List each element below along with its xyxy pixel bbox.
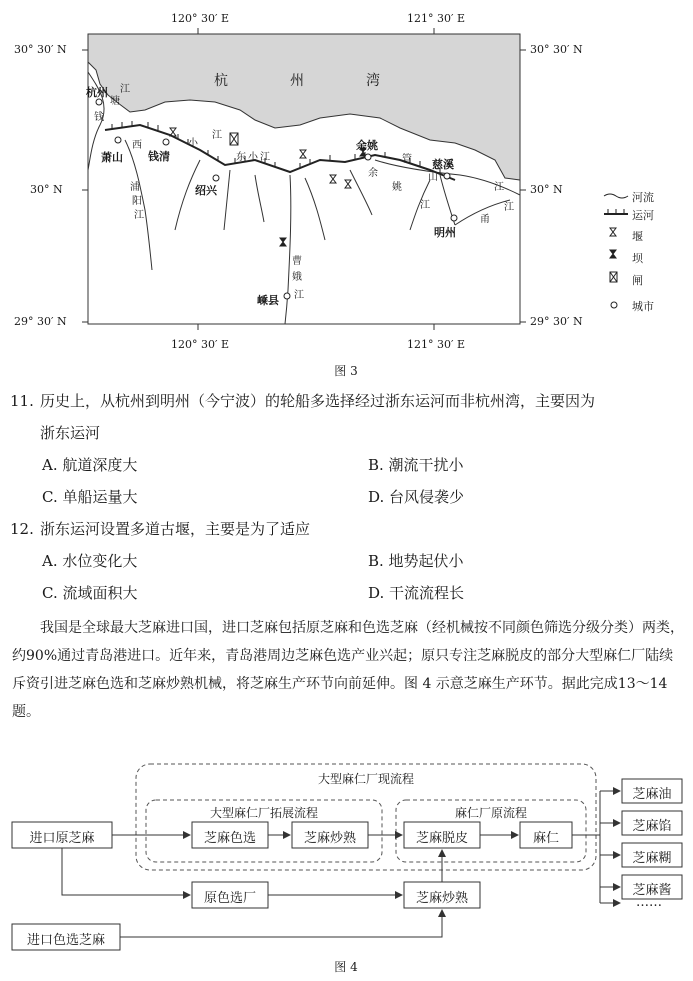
lon-label-bottom-1: 120° 30′ E <box>170 338 229 351</box>
label-roast2: 芝麻炒熟 <box>415 891 468 906</box>
q11-option-d[interactable]: D. 台风侵袭少 <box>368 488 465 506</box>
legend-sluice: 闸 <box>632 274 643 287</box>
river-caoe-1: 娥 <box>292 272 302 283</box>
lat-label-right-2: 30° N <box>530 183 563 196</box>
river-guanshan-0: 管 <box>402 154 412 165</box>
river-qiantang-0: 钱 <box>94 112 104 123</box>
city-shengxian: 嵊县 <box>257 294 279 307</box>
city-qianqing: 钱清 <box>148 150 170 163</box>
label-kernel: 麻仁 <box>532 831 559 846</box>
city-shaoxing: 绍兴 <box>195 184 217 197</box>
river-puyang-2: 江 <box>134 210 144 221</box>
expand-flow-title: 大型麻仁厂拓展流程 <box>209 806 318 820</box>
sea-name-3: 湾 <box>366 73 380 89</box>
label-color-select: 芝麻色选 <box>203 831 256 846</box>
q12-option-d[interactable]: D. 干流流程长 <box>368 584 465 602</box>
city-yuyao: 余姚 <box>356 139 378 152</box>
q12-option-a[interactable]: A. 水位变化大 <box>42 552 138 570</box>
lat-label-left-1: 30° 30′ N <box>14 43 67 56</box>
lat-label-left-3: 29° 30′ N <box>14 315 67 328</box>
label-product-4: 芝麻酱 <box>632 883 672 898</box>
river-puyang-0: 浦 <box>130 182 140 193</box>
q11-stem-line2: 浙东运河 <box>40 424 101 442</box>
legend-canal: 运河 <box>632 209 654 222</box>
river-dongxiao-2: 江 <box>260 152 270 163</box>
river-dongxiao-0: 东 <box>236 152 246 163</box>
q11-option-b[interactable]: B. 潮流干扰小 <box>368 456 464 474</box>
sea-name-1: 杭 <box>214 73 228 89</box>
outer-flow-title: 大型麻仁厂现流程 <box>317 772 414 786</box>
q12-option-b[interactable]: B. 地势起伏小 <box>368 552 464 570</box>
river-xixiao-0: 西 <box>132 140 142 151</box>
river-yong-1: 江 <box>504 202 514 213</box>
river-yuyao-0: 余 <box>368 168 378 179</box>
label-import-selected: 进口色选芝麻 <box>26 933 105 948</box>
city-cixi: 慈溪 <box>432 158 454 171</box>
river-yong-0: 甬 <box>480 214 490 225</box>
flow-caption: 图 4 <box>334 960 358 974</box>
river-puyang-1: 阳 <box>132 196 142 207</box>
river-qiantang-1: 塘 <box>110 96 120 107</box>
river-xixiao-2: 江 <box>212 130 222 141</box>
q12-number: 12. <box>10 520 34 538</box>
q11-number: 11. <box>10 392 34 410</box>
label-product-1: 芝麻油 <box>632 787 672 802</box>
lon-label-top-2: 121° 30′ E <box>406 12 465 25</box>
lat-label-left-2: 30° N <box>30 183 63 196</box>
lon-label-bottom-2: 121° 30′ E <box>406 338 465 351</box>
legend-city: 城市 <box>632 300 654 313</box>
sea-name-2: 州 <box>290 73 304 89</box>
river-qiantang-2: 江 <box>120 84 130 95</box>
river-dongxiao-1: 小 <box>248 152 258 163</box>
label-product-3: 芝麻糊 <box>632 851 672 866</box>
legend-weir: 堰 <box>632 230 643 243</box>
lat-label-right-3: 29° 30′ N <box>530 315 583 328</box>
river-xixiao-1: 小 <box>188 138 198 149</box>
q12-stem-line1: 浙东运河设置多道古堰，主要是为了适应 <box>40 520 311 538</box>
river-yuyao-1: 姚 <box>392 182 402 193</box>
river-guanshan-1: 山 <box>428 172 438 183</box>
city-mingzhou: 明州 <box>434 226 456 239</box>
label-product-2: 芝麻馅 <box>632 819 672 834</box>
lon-label-top-1: 120° 30′ E <box>170 12 229 25</box>
label-product-more: …… <box>636 895 662 910</box>
city-hangzhou: 杭州 <box>86 86 108 99</box>
q11-stem-line1: 历史上，从杭州到明州（今宁波）的轮船多选择经过浙东运河而非杭州湾，主要因为 <box>40 392 596 410</box>
q11-option-c[interactable]: C. 单船运量大 <box>42 488 138 506</box>
label-roast1: 芝麻炒熟 <box>303 831 356 846</box>
legend-dam: 坝 <box>632 252 643 265</box>
river-caoe-0: 曹 <box>292 256 302 267</box>
q11-option-a[interactable]: A. 航道深度大 <box>42 456 138 474</box>
lat-label-right-1: 30° 30′ N <box>530 43 583 56</box>
q12-option-c[interactable]: C. 流域面积大 <box>42 584 138 602</box>
label-color-factory: 原色选厂 <box>203 891 256 906</box>
river-caoe-2: 江 <box>294 290 304 301</box>
label-import-raw: 进口原芝麻 <box>29 831 95 846</box>
city-xiaoshan: 萧山 <box>101 151 123 164</box>
label-peel: 芝麻脱皮 <box>415 831 468 846</box>
passage-text: 我国是全球最大芝麻进口国，进口芝麻包括原芝麻和色选芝麻（经机械按不同颜色筛选分级分类）两类，约90%通过青岛港进口。近年来，青岛港周边芝麻色选产业兴起；原只专注芝麻脱皮的部分大型麻仁厂陆续斥资引进芝麻色选和芝麻炒熟机械，将芝麻生产环节向前延伸。图 4 示意芝麻生产环节。据此完成13～14 题。 <box>12 620 684 720</box>
legend-river: 河流 <box>632 191 654 204</box>
river-guanshan-2: 江 <box>494 182 504 193</box>
orig-flow-title: 麻仁厂原流程 <box>454 806 527 820</box>
map-caption: 图 3 <box>334 364 358 378</box>
river-yuyao-2: 江 <box>420 200 430 211</box>
